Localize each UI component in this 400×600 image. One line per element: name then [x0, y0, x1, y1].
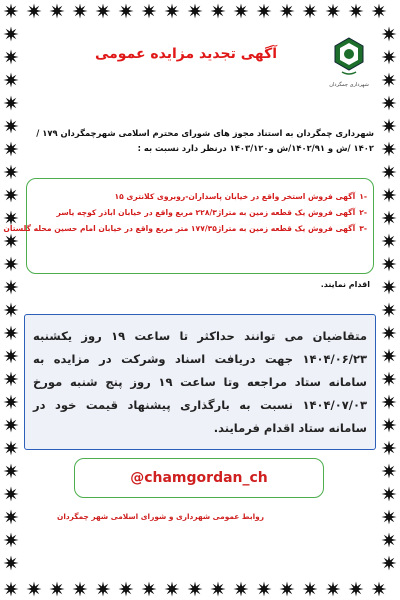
star-ornament-icon [4, 165, 19, 180]
star-ornament-icon [4, 582, 19, 597]
star-ornament-icon [4, 487, 19, 502]
star-ornament-icon [372, 4, 387, 19]
announcement-content [3, 26, 374, 574]
notice-box [24, 314, 376, 450]
star-ornament-icon [4, 441, 19, 456]
star-ornament-icon [349, 4, 364, 19]
star-ornament-icon [382, 464, 397, 479]
star-ornament-icon [382, 188, 397, 203]
star-ornament-icon [4, 464, 19, 479]
logo-caption: شهرداری چمگردان [329, 82, 369, 88]
items-box [3, 178, 374, 274]
star-ornament-icon [50, 582, 65, 597]
star-ornament-icon [382, 142, 397, 157]
star-ornament-icon [326, 4, 341, 19]
star-ornament-icon [326, 582, 341, 597]
star-ornament-icon [119, 4, 134, 19]
star-ornament-icon [257, 4, 272, 19]
star-ornament-icon [119, 582, 134, 597]
star-ornament-icon [372, 582, 387, 597]
star-ornament-icon [27, 582, 42, 597]
star-ornament-icon [280, 4, 295, 19]
star-ornament-icon [382, 372, 397, 387]
social-handle[interactable]: @chamgordan_ch [74, 458, 324, 498]
star-ornament-icon [382, 27, 397, 42]
star-ornament-icon [349, 582, 364, 597]
star-ornament-icon [142, 4, 157, 19]
star-ornament-icon [4, 326, 19, 341]
star-ornament-icon [382, 50, 397, 65]
star-ornament-icon [96, 4, 111, 19]
footer-credit: روابط عمومی شهرداری و شورای اسلامی شهر چمگردان [57, 512, 264, 521]
star-ornament-icon [382, 510, 397, 525]
star-ornament-icon [234, 582, 249, 597]
star-ornament-icon [142, 582, 157, 597]
star-ornament-icon [4, 142, 19, 157]
star-ornament-icon [4, 280, 19, 295]
star-ornament-icon [382, 487, 397, 502]
list-item: -۱آگهی فروش استخر واقع در خیابان پاسداران-روبروی کلانتری ۱۵ [114, 192, 367, 201]
star-ornament-icon [73, 582, 88, 597]
star-ornament-icon [382, 349, 397, 364]
star-ornament-icon [382, 211, 397, 226]
star-ornament-icon [27, 4, 42, 19]
star-ornament-icon [4, 257, 19, 272]
star-ornament-icon [382, 533, 397, 548]
star-ornament-icon [4, 4, 19, 19]
star-ornament-icon [4, 372, 19, 387]
star-ornament-icon [4, 533, 19, 548]
star-ornament-icon [4, 188, 19, 203]
star-ornament-icon [234, 4, 249, 19]
municipality-logo-icon [332, 36, 366, 84]
star-ornament-icon [188, 4, 203, 19]
star-ornament-icon [4, 50, 19, 65]
star-ornament-icon [165, 582, 180, 597]
star-ornament-icon [96, 582, 111, 597]
list-item: -۳آگهی فروش یک قطعه زمین به متراژ۱۷۷/۳۵ متر مربع واقع در خیابان امام حسین محله گلستان [3, 224, 367, 233]
star-ornament-icon [4, 119, 19, 134]
star-ornament-icon [382, 418, 397, 433]
notice-text: متقاضیان می توانند حداکثر تا ساعت ۱۹ روز یکشنبه ۱۴۰۴/۰۶/۲۳ جهت دریافت اسناد وشرکت در مزایده به سامانه ستاد مراجعه وتا ساعت ۱۹ روز پنج شنبه مورخ ۱۴۰۴/۰۷/۰۳ نسبت به بارگذاری پیشنهاد قیمت خود در سامانه ستاد اقدام فرمایند. [33, 329, 367, 435]
star-ornament-icon [4, 395, 19, 410]
star-ornament-icon [4, 27, 19, 42]
star-ornament-icon [382, 257, 397, 272]
star-ornament-icon [188, 582, 203, 597]
star-ornament-icon [257, 582, 272, 597]
star-ornament-icon [382, 441, 397, 456]
star-ornament-icon [50, 4, 65, 19]
star-ornament-icon [382, 395, 397, 410]
star-ornament-icon [303, 582, 318, 597]
star-ornament-icon [4, 96, 19, 111]
star-ornament-icon [4, 556, 19, 571]
star-ornament-icon [382, 326, 397, 341]
act-text: اقدام نمایند. [320, 280, 370, 289]
star-ornament-icon [4, 303, 19, 318]
list-item: -۲آگهی فروش یک قطعه زمین به متراژ۲۲۸/۳ مربع واقع در خیابان اباذر کوچه یاسر [56, 208, 367, 217]
star-ornament-icon [4, 73, 19, 88]
star-ornament-icon [382, 165, 397, 180]
star-ornament-icon [382, 303, 397, 318]
page-title: آگهی تجدید مزایده عمومی [94, 46, 278, 62]
star-ornament-icon [303, 4, 318, 19]
star-ornament-icon [382, 119, 397, 134]
star-ornament-icon [4, 349, 19, 364]
star-ornament-icon [165, 4, 180, 19]
star-ornament-icon [382, 280, 397, 295]
star-ornament-icon [382, 234, 397, 249]
star-ornament-icon [4, 418, 19, 433]
star-ornament-icon [280, 582, 295, 597]
star-ornament-icon [211, 582, 226, 597]
star-ornament-icon [4, 510, 19, 525]
star-ornament-icon [382, 556, 397, 571]
star-ornament-icon [211, 4, 226, 19]
intro-paragraph: شهرداری چمگردان به استناد مجوز های شورای محترم اسلامی شهرچمگردان ۱۷۹ / ۱۴۰۲ /ش و ۱۴۰۲/۹۱/ش و۱۴۰۳/۱۲۰ درنظر دارد نسبت به : [36, 128, 374, 153]
star-ornament-icon [73, 4, 88, 19]
star-ornament-icon [382, 96, 397, 111]
star-ornament-icon [382, 73, 397, 88]
